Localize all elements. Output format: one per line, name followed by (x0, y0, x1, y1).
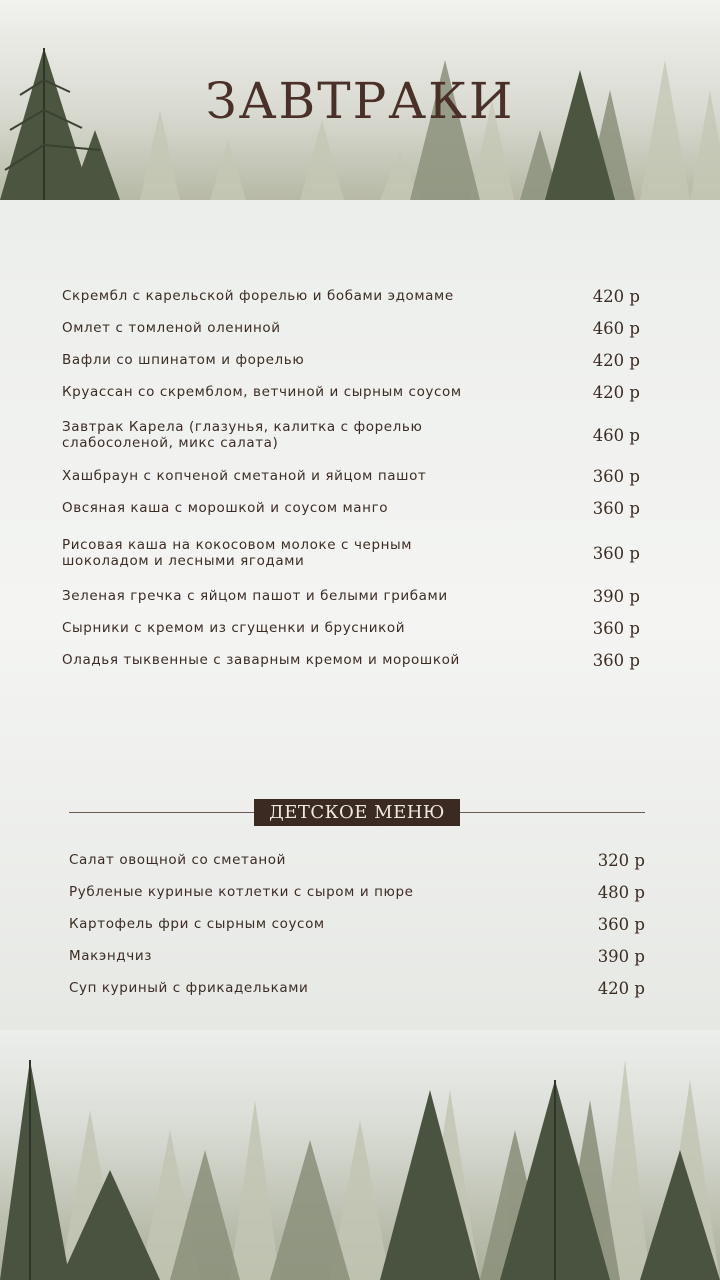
item-name: Овсяная каша с морошкой и соусом манго (62, 500, 389, 516)
menu-item (69, 946, 645, 966)
item-price: 390 р (597, 946, 645, 966)
item-name: Рубленые куриные котлетки с сыром и пюре (69, 884, 414, 900)
item-price: 360 р (592, 618, 640, 638)
item-name: Хашбраун с копченой сметаной и яйцом пашот (62, 468, 427, 484)
item-price: 360 р (592, 466, 640, 486)
item-price: 360 р (592, 650, 640, 670)
menu-item (62, 382, 640, 402)
item-name: Рисовая каша на кокосовом молоке с черным шоколадом и лесными ягодами (62, 537, 413, 569)
kids-menu-heading: ДЕТСКОЕ МЕНЮ (254, 799, 460, 826)
item-name: Омлет с томленой олениной (62, 320, 281, 336)
menu-item (62, 418, 640, 452)
menu-item (62, 498, 640, 518)
item-price: 480 р (597, 882, 645, 902)
item-name: Круассан со скремблом, ветчиной и сырным соусом (62, 384, 462, 400)
item-price: 390 р (592, 586, 640, 606)
item-name: Завтрак Карела (глазунья, калитка с форелью слабосоленой, микс салата) (62, 419, 423, 451)
item-price: 420 р (592, 286, 640, 306)
item-name: Вафли со шпинатом и форелью (62, 352, 305, 368)
item-name: Сырники с кремом из сгущенки и брусникой (62, 620, 406, 636)
menu-item (69, 850, 645, 870)
item-price: 420 р (592, 350, 640, 370)
item-price: 460 р (592, 318, 640, 338)
item-price: 360 р (592, 498, 640, 518)
menu-item (62, 586, 640, 606)
item-name: Салат овощной со сметаной (69, 852, 286, 868)
item-name: Макэндчиз (69, 948, 152, 964)
item-name: Суп куриный с фрикадельками (69, 980, 309, 996)
menu-item (62, 318, 640, 338)
menu-item (62, 286, 640, 306)
item-name: Оладья тыквенные с заварным кремом и морошкой (62, 652, 460, 668)
item-name: Зеленая гречка с яйцом пашот и белыми грибами (62, 588, 448, 604)
item-name: Скрембл с карельской форелью и бобами эдомаме (62, 288, 454, 304)
item-price: 360 р (592, 543, 640, 563)
menu-item (62, 618, 640, 638)
item-price: 320 р (597, 850, 645, 870)
menu-item (69, 978, 645, 998)
item-price: 360 р (597, 914, 645, 934)
menu-item (69, 914, 645, 934)
menu-item (69, 882, 645, 902)
menu-item (62, 536, 640, 570)
menu-item (62, 466, 640, 486)
item-price: 420 р (592, 382, 640, 402)
item-price: 460 р (592, 425, 640, 445)
menu-item (62, 350, 640, 370)
item-name: Картофель фри с сырным соусом (69, 916, 325, 932)
item-price: 420 р (597, 978, 645, 998)
menu-item (62, 650, 640, 670)
page-title: ЗАВТРАКИ (205, 72, 515, 130)
